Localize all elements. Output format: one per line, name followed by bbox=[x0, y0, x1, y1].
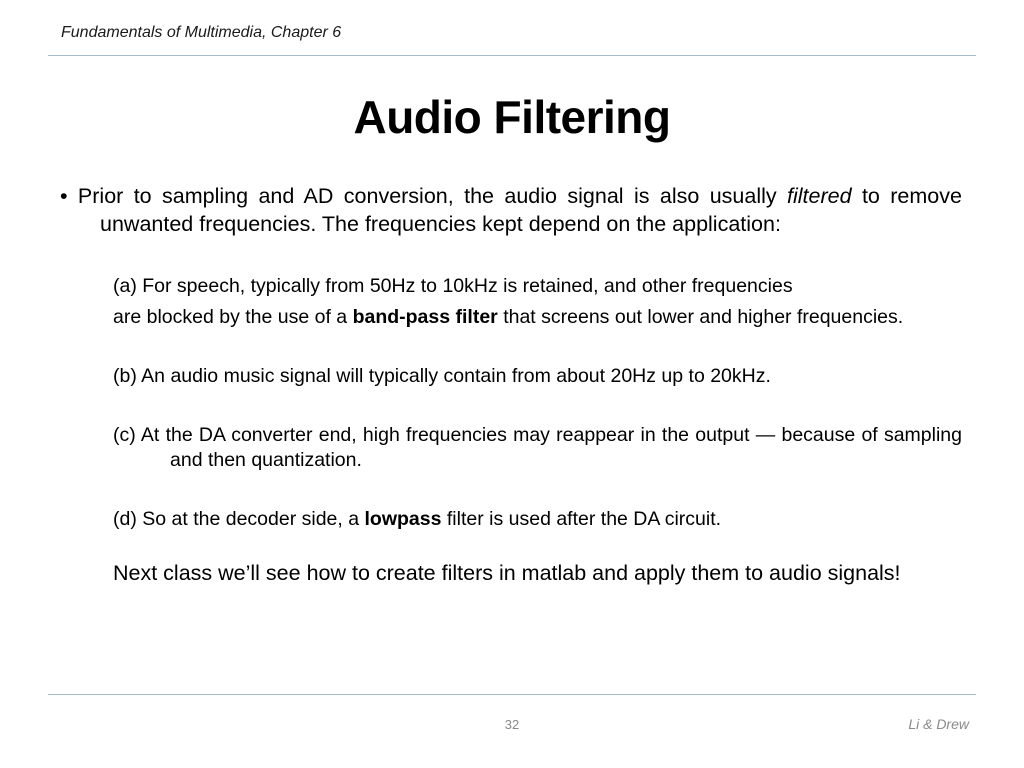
item-d-bold: lowpass bbox=[364, 508, 442, 530]
bullet-text-pre: Prior to sampling and AD conversion, the audio signal is also usually bbox=[77, 184, 777, 208]
item-d-text-post: filter is used after the DA circuit. bbox=[446, 508, 722, 530]
slide-title: Audio Filtering bbox=[353, 91, 671, 143]
main-bullet bbox=[60, 182, 962, 238]
slide-header: Fundamentals of Multimedia, Chapter 6 bbox=[61, 24, 342, 41]
bullet-marker: • bbox=[60, 184, 68, 208]
item-a-text-pre: are blocked by the use of a bbox=[113, 306, 348, 328]
item-c: (c) At the DA converter end, high frequencies may reappear in the output — because of sampling and then quantization. bbox=[113, 424, 962, 471]
header-divider bbox=[48, 55, 976, 56]
item-a-text-post: that screens out lower and higher frequencies. bbox=[503, 306, 904, 328]
footer-authors: Li & Drew bbox=[908, 716, 969, 732]
page-number: 32 bbox=[504, 717, 520, 732]
slide-body bbox=[60, 182, 962, 587]
item-d-text-pre: (d) So at the decoder side, a bbox=[113, 508, 360, 530]
item-a-line1: (a) For speech, typically from 50Hz to 10kHz is retained, and other frequencies bbox=[113, 275, 793, 297]
bullet-emphasis: filtered bbox=[787, 184, 852, 208]
footer-divider bbox=[48, 694, 976, 695]
closing-note: Next class we’ll see how to create filters in matlab and apply them to audio signals! bbox=[113, 561, 901, 585]
item-b: (b) An audio music signal will typically contain from about 20Hz up to 20kHz. bbox=[113, 365, 771, 387]
item-a-line2 bbox=[113, 305, 962, 330]
item-d bbox=[113, 507, 962, 532]
bullet-text-post: to remove unwanted frequencies. The frequencies kept depend on the application: bbox=[100, 184, 962, 236]
item-a-bold: band-pass filter bbox=[352, 306, 498, 328]
